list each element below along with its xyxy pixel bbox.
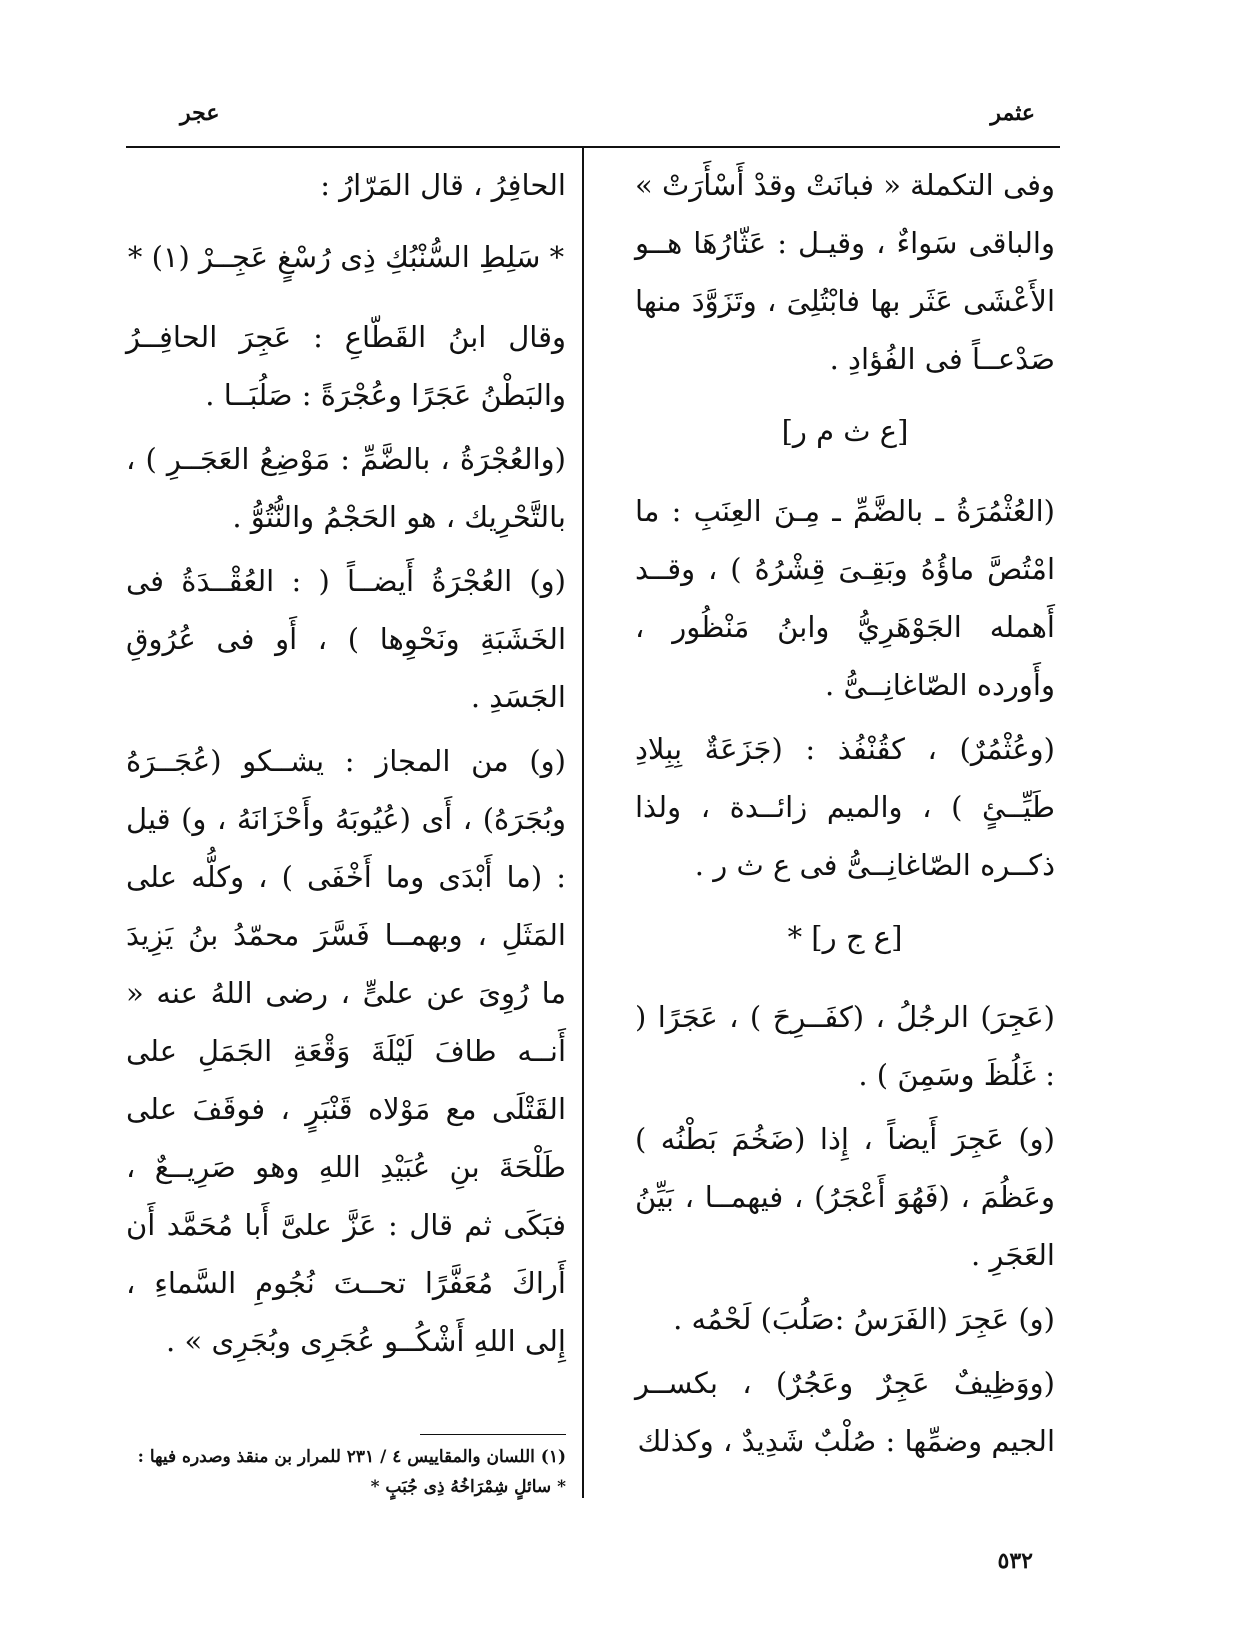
column-divider — [582, 148, 584, 1498]
paragraph: (و) عَجِرَ أَيضاً ، إِذا (ضَخُمَ بَطْنُه ) وعَظُمَ ، (فَهُوَ أَعْجَرُ) ، فيهمــا ، بَيِّنُ العَجَرِ . — [635, 1122, 1055, 1272]
right-column — [635, 156, 1055, 1476]
paragraph: (و) من المجاز : يشــكو (عُجَــرَهُ وبُجَرَهُ) ، أَى (عُيُوبَهُ وأَحْزَانَهُ ، و) قيل : (ما أَبْدَى وما أَخْفَى ) ، وكلُّه على المَثَلِ ، وبهمــا فَسَّرَ محمّدُ بنُ يَزِيدَ ما رُوِىَ عن علىٍّ ، رضى اللهُ عنه « أَنــه طافَ لَيْلَةَ وَقْعَةِ الجَمَلِ على القَتْلَى مع مَوْلاه قَنْبَرٍ ، فوقَفَ على طَلْحَةَ بنِ عُبَيْدِ اللهِ وهو صَرِيــعٌ ، فبَكَى ثم قال : عَزَّ علىَّ أَبا مُحَمَّد أَن أَراكَ مُعَفَّرًا تحــتَ نُجُومِ السَّماءِ ، إِلى اللهِ أَشْكُــو عُجَرِى وبُجَرِى » . — [126, 744, 566, 1358]
running-head-left: عجر — [180, 100, 220, 126]
paragraph: (و) عَجِرَ (الفَرَسُ :صَلُبَ) لَحْمُه . — [673, 1302, 1055, 1336]
paragraph: الحافِرُ ، قال المَرّارُ : — [320, 168, 566, 202]
footnote-rule — [420, 1434, 566, 1435]
paragraph: وقال ابنُ القَطّاعِ : عَجِرَ الحافِــرُ والبَطْنُ عَجَرًا وعُجْرَةً : صَلُبَــا . — [126, 320, 566, 412]
paragraph: (العُثْمُرَةُ ـ بالضَّمِّ ـ مِـنَ العِنَبِ : ما امْتُصَّ ماؤُهُ وبَقِـىَ قِشْرُهُ ) ، وقــد أَهمله الجَوْهَرِيُّ وابنُ مَنْظُور ، وأَورده الصّاغانِــىُّ . — [635, 494, 1055, 702]
paragraph: وفى التكملة « فبانَتْ وقدْ أَسْأَرَتْ » والباقى سَواءٌ ، وقيـل : عَثّارُهَا هــو الأَعْشَى عَثَر بها فابْتُلِىَ ، وتَزَوَّدَ منها صَدْعــاً فى الفُؤادِ . — [635, 168, 1055, 376]
running-head-right: عثمر — [990, 100, 1035, 126]
verse-line: * سَلِطِ السُّنْبُكِ ذِى رُسْغٍ عَجِــرْ (١) * — [127, 240, 565, 274]
footnotes — [126, 1442, 566, 1502]
paragraph: (والعُجْرَةُ ، بالضَّمِّ : مَوْضِعُ العَجَــرِ ) ، بالتَّحْرِيك ، هو الحَجْمُ والنُّتُوُّ . — [126, 442, 566, 534]
header-rule — [126, 146, 1060, 148]
paragraph: (ووَظِيفٌ عَجِرٌ وعَجُرٌ) ، بكســر الجيم وضمِّها : صُلْبٌ شَدِيدٌ ، وكذلك — [635, 1366, 1055, 1458]
paragraph: (و) العُجْرَةُ أَيضــاً ( : العُقْــدَةُ فى الخَشَبَةِ ونَحْوِها ) ، أَو فى عُرُوقِ الجَسَدِ . — [126, 564, 566, 714]
footnote-1: (١) اللسان والمقاييس ٤ / ٢٣١ للمرار بن منقذ وصدره فيها : — [137, 1447, 566, 1467]
paragraph: (عَجِرَ) الرجُلُ ، (كفَــرِحَ ) ، عَجَرًا ( : غَلُظَ وسَمِنَ ) . — [635, 1000, 1055, 1092]
page-number: ٥٣٢ — [997, 1548, 1033, 1574]
entry-heading-ayn-jim-ra: [ع ج ر] * — [787, 920, 903, 954]
left-column — [126, 156, 566, 1376]
paragraph: (وعُثْمُرٌ) ، كقُنْفُذ : (جَزَعَةٌ بِبِلادِ طَيِّــئٍ ) ، والميم زائــدة ، ولذا ذكــره الصّاغانِــىُّ فى ع ث ر . — [635, 732, 1055, 882]
entry-heading-ayn-tha-mim-ra: [ع ث م ر] — [781, 414, 909, 448]
footnote-verse: * سائلٍ شِمْرَاخُهُ ذِى جُبَبٍ * — [370, 1477, 566, 1497]
